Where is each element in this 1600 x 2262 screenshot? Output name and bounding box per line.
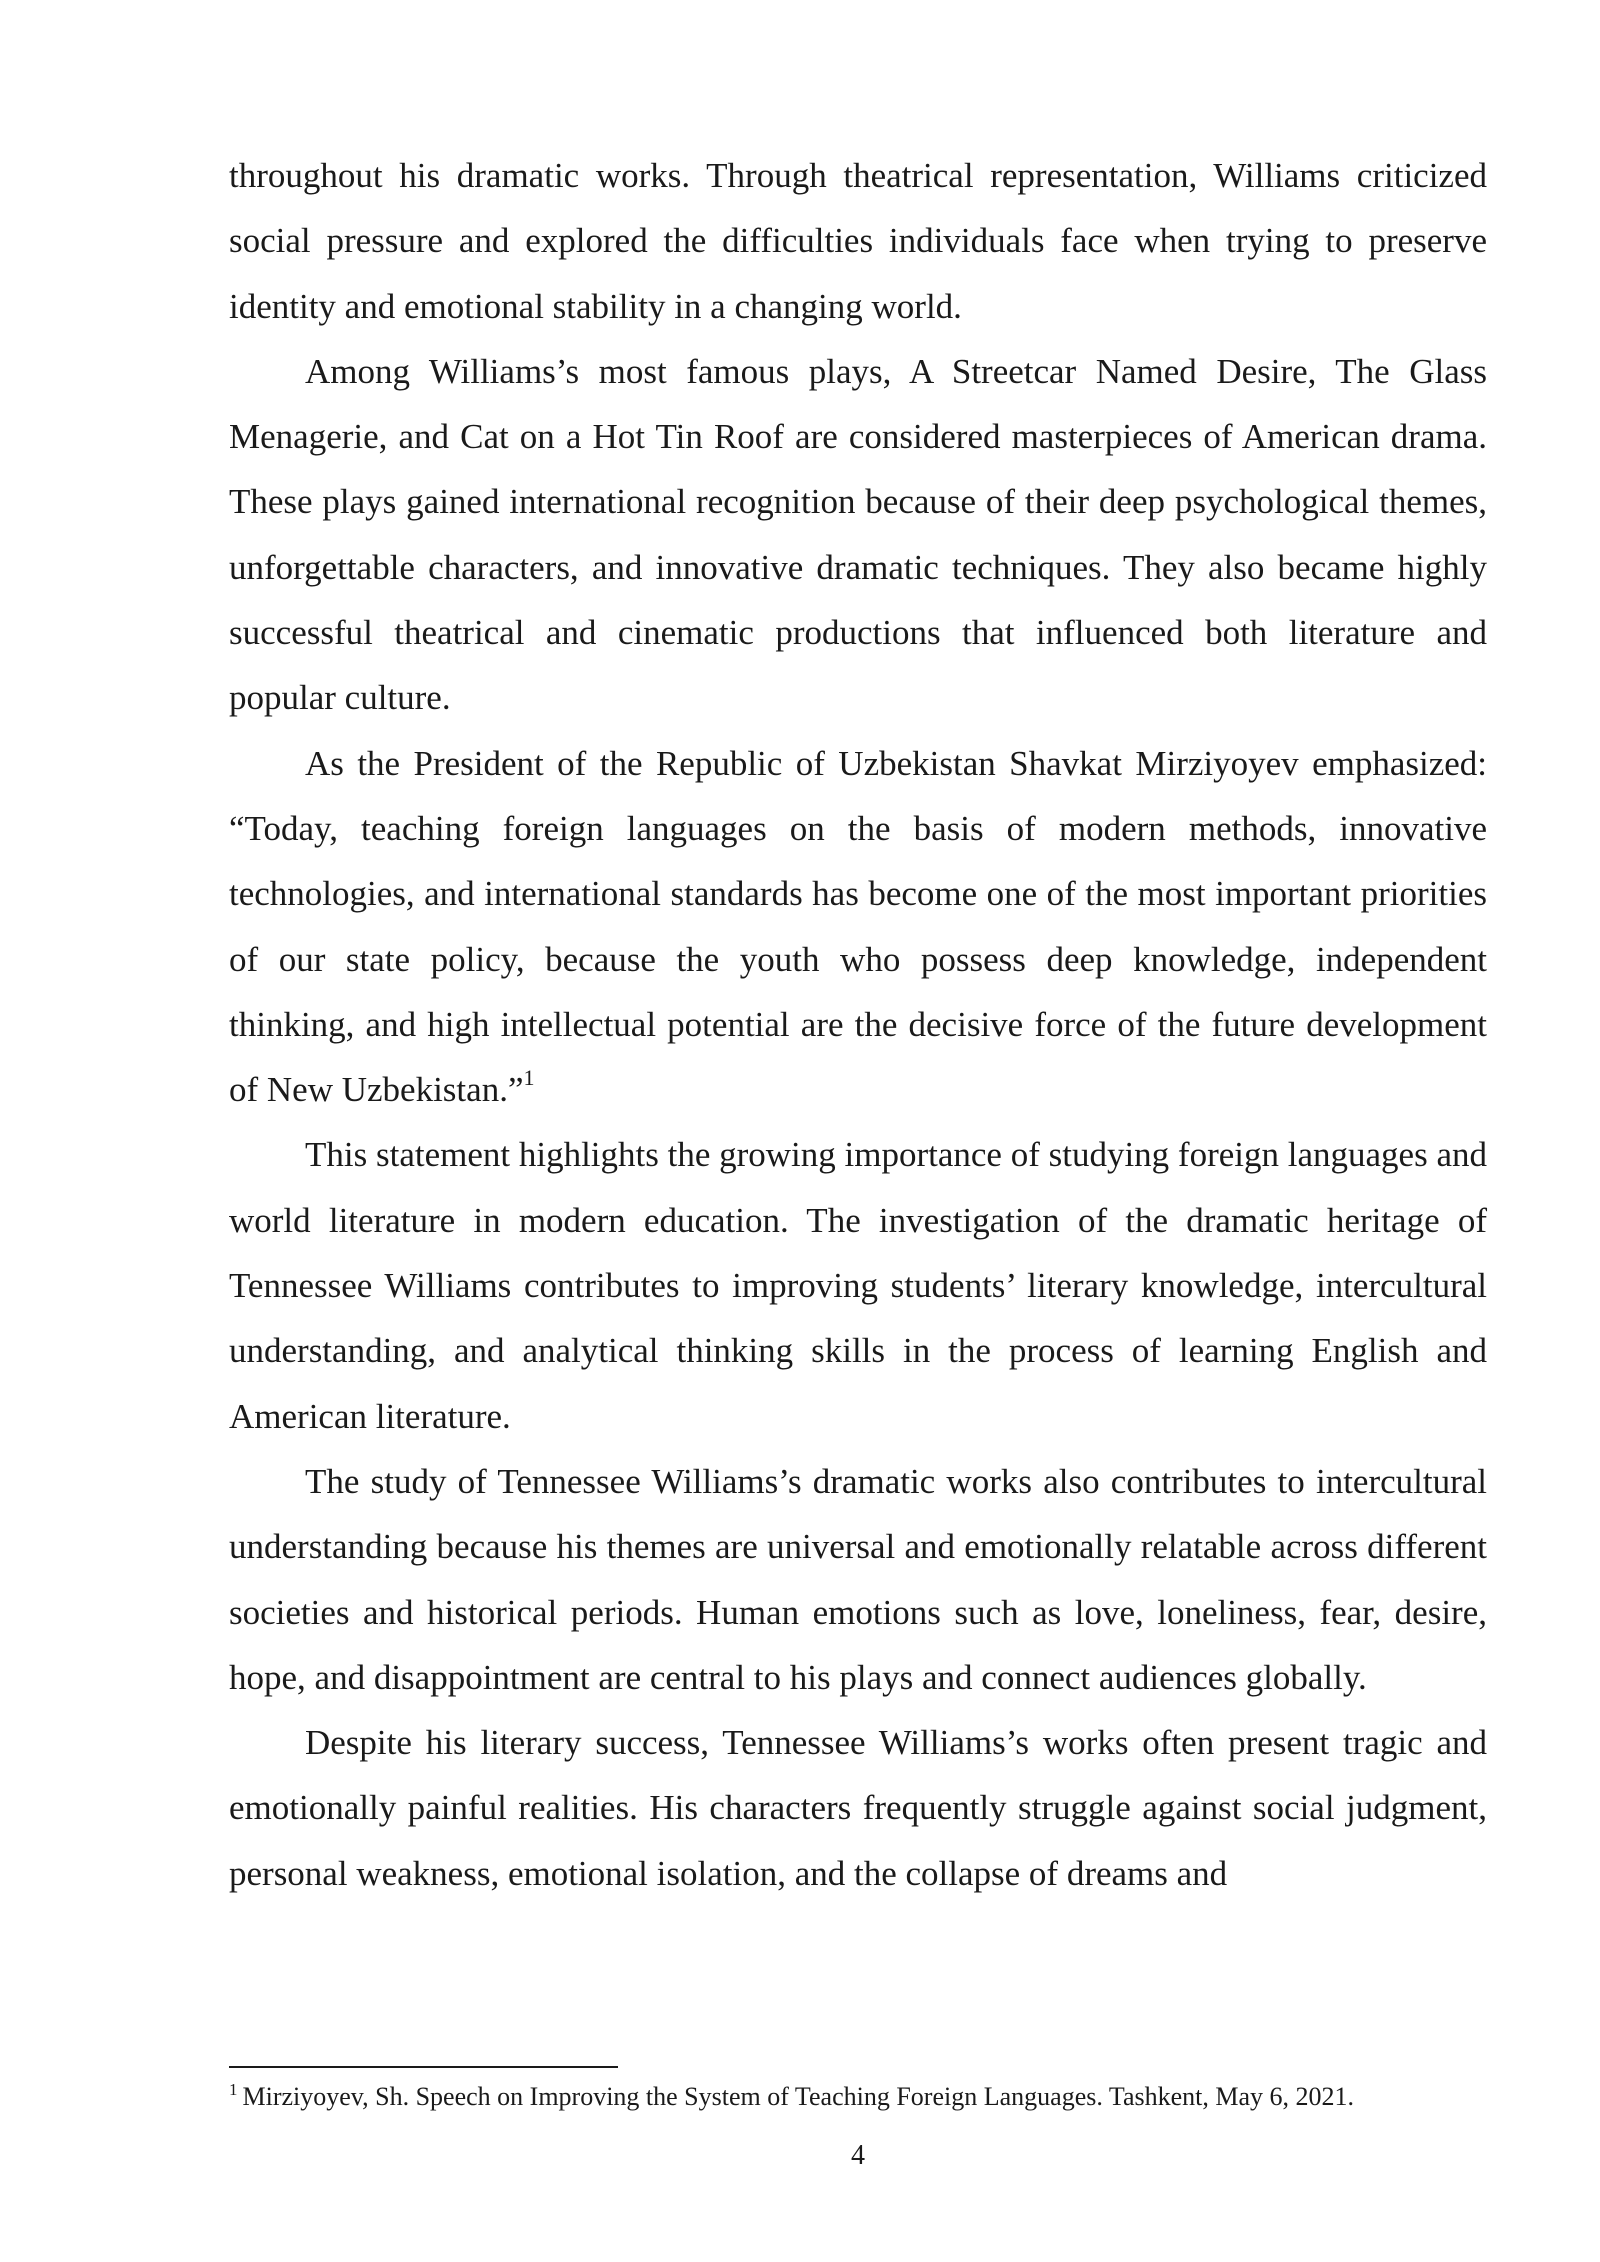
paragraph-4 [229,1122,1487,1448]
paragraph-4-text: This statement highlights the growing importance of studying foreign languages and world literature in modern education. The investigation of the dramatic heritage of Tennessee Williams contributes to improving students’ literary knowledge, intercultural understanding, and analytical thinking skills in the process of learning English and American literature. [229,1135,1487,1436]
footnote-reference[interactable]: 1 [523,1064,535,1090]
paragraph-1-text: throughout his dramatic works. Through theatrical representation, Williams criticized social pressure and explored the difficulties individuals face when trying to preserve identity and emotional stability in a changing world. [229,156,1487,326]
paragraph-2-text: Among Williams’s most famous plays, A Streetcar Named Desire, The Glass Menagerie, and Cat on a Hot Tin Roof are considered masterpieces of American drama. These plays gained international recognition because of their deep psychological themes, unforgettable characters, and innovative dramatic techniques. They also became highly successful theatrical and cinematic productions that influenced both literature and popular culture. [229,351,1487,718]
paragraph-5 [229,1449,1487,1710]
footnote-divider [229,2066,618,2068]
paragraph-3-text: As the President of the Republic of Uzbekistan Shavkat Mirziyoyev emphasized: “Today, teaching foreign languages on the basis of modern methods, innovative technologies, and international standards has become one of the most important priorities of our state policy, because the youth who possess deep knowledge, independent thinking, and high intellectual potential are the decisive force of the future development of New Uzbekistan.” [229,743,1487,1110]
paragraph-6-text: Despite his literary success, Tennessee Williams’s works often present tragic and emotionally painful realities. His characters frequently struggle against social judgment, personal weakness, emotional isolation, and the collapse of dreams and [229,1723,1487,1893]
paragraph-6 [229,1710,1487,1906]
paragraph-1 [229,143,1487,339]
body-text [229,143,1487,1906]
paragraph-3 [229,731,1487,1123]
footnote-text: Mirziyoyev, Sh. Speech on Improving the System of Teaching Foreign Languages. Tashkent, May 6, 2021. [242,2082,1355,2111]
page-number: 4 [851,2140,865,2171]
paragraph-5-text: The study of Tennessee Williams’s dramatic works also contributes to intercultural understanding because his themes are universal and emotionally relatable across different societies and historical periods. Human emotions such as love, loneliness, fear, desire, hope, and disappointment are central to his plays and connect audiences globally. [229,1461,1487,1697]
footnote [229,2080,1487,2114]
footnote-marker: 1 [229,2080,238,2100]
paragraph-2 [229,339,1487,731]
